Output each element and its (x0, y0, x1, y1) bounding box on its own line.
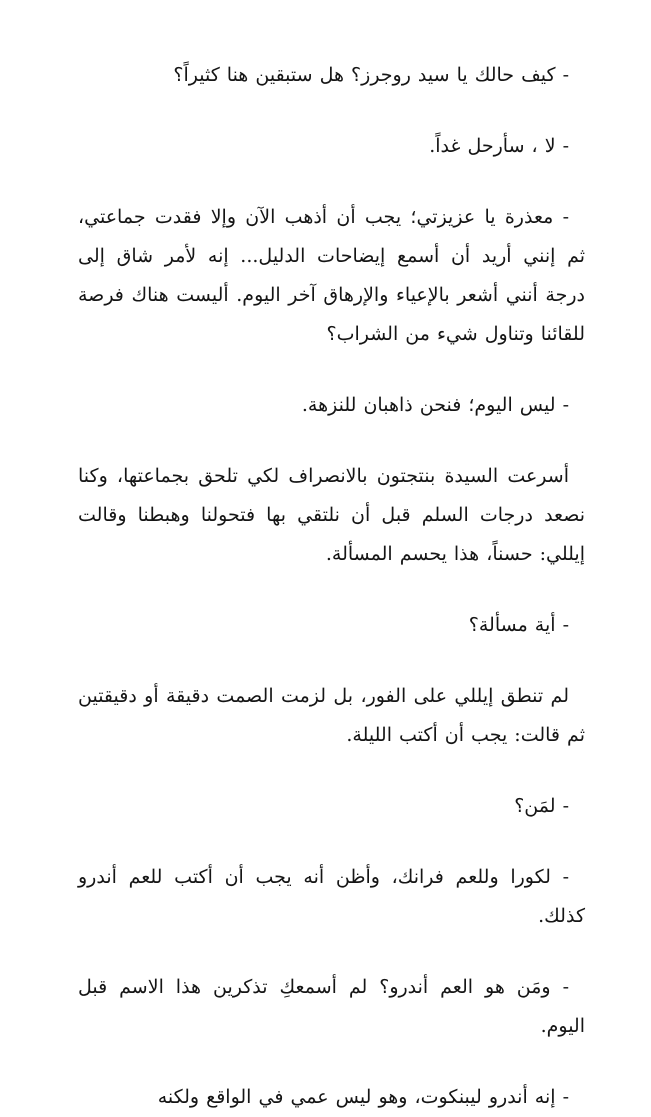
dialogue-line-to-whom: - لمَن؟ (514, 795, 569, 817)
dialogue-line-who-is-andrew: - ومَن هو العم أندرو؟ لم أسمعكِ تذكرين هذا الاسم قبل اليوم. (78, 976, 585, 1037)
dialogue-line-not-today: - ليس اليوم؛ فنحن ذاهبان للنزهة. (301, 394, 569, 416)
dialogue-line-greeting: - كيف حالك يا سيد روجرز؟ هل ستبقين هنا كثيراً؟ (173, 64, 569, 86)
dialogue-line-andrew-lippincott: - إنه أندرو ليبنكوت، وهو ليس عمي في الواقع ولكنه (157, 1086, 569, 1108)
dialogue-line-leaving-tomorrow: - لا ، سأرحل غداً. (429, 135, 569, 157)
dialogue-line-apology: - معذرة يا عزيزتي؛ يجب أن أذهب الآن وإلا فقدت جماعتي، ثم إنني أريد أن أسمع إيضاحات الدليل... إنه لأمر شاق إلى درجة أنني أشعر بالإعياء والإرهاق آخر اليوم. أليست هناك فرصة للقائنا وتناول شيء من الشراب؟ (78, 206, 585, 345)
narrative-paragraph-hurry: أسرعت السيدة بنتجتون بالانصراف لكي تلحق بجماعتها، وكنا نصعد درجات السلم قبل أن نلتقي بها فتحولنا وهبطنا وقالت إيللي: حسناً، هذا يحسم المسألة. (78, 465, 585, 565)
dialogue-line-which-matter: - أية مسألة؟ (468, 614, 569, 636)
dialogue-line-cora-frank: - لكورا وللعم فرانك، وأظن أنه يجب أن أكتب للعم أندرو كذلك. (78, 866, 585, 927)
narrative-paragraph-silence: لم تنطق إيللي على الفور، بل لزمت الصمت دقيقة أو دقيقتين ثم قالت: يجب أن أكتب الليلة. (78, 685, 585, 746)
